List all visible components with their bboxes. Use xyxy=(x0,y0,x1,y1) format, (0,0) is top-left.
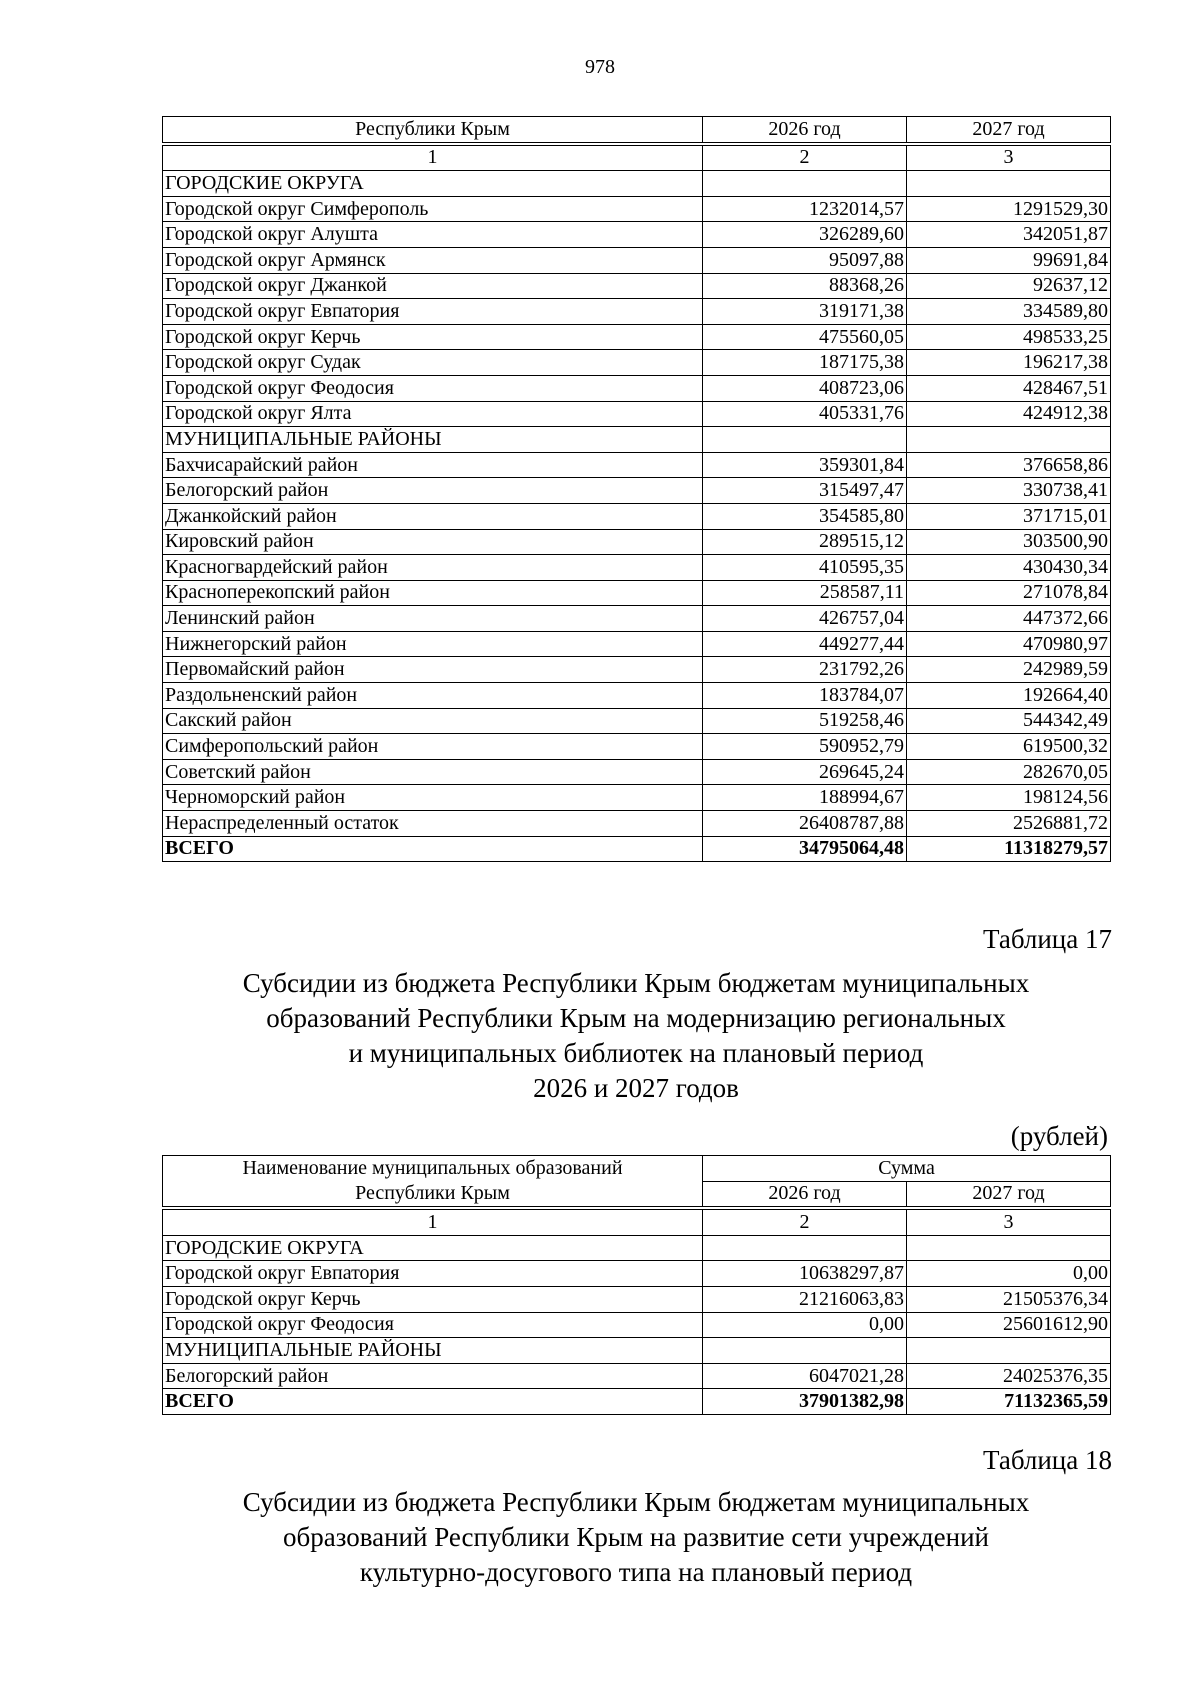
row-name-cell: Джанкойский район xyxy=(163,503,703,529)
value-2027-cell: 271078,84 xyxy=(907,580,1111,606)
table-row xyxy=(163,1261,1111,1287)
value-2027-cell: 498533,25 xyxy=(907,324,1111,350)
table-17-label: Таблица 17 xyxy=(983,924,1112,954)
table-row xyxy=(163,734,1111,760)
table-row xyxy=(163,171,1111,197)
caption-line: образований Республики Крым на развитие сети учреждений xyxy=(283,1522,989,1552)
column-header-name xyxy=(163,1156,703,1207)
row-name-cell: Городской округ Евпатория xyxy=(163,299,703,325)
value-2026-cell: 449277,44 xyxy=(703,631,907,657)
value-2026-cell: 319171,38 xyxy=(703,299,907,325)
caption-line: Субсидии из бюджета Республики Крым бюджетам муниципальных xyxy=(242,1487,1030,1517)
table-row xyxy=(163,555,1111,581)
value-2026-cell: 1232014,57 xyxy=(703,196,907,222)
row-name-cell: Черноморский район xyxy=(163,785,703,811)
row-name-cell: Нижнегорский район xyxy=(163,631,703,657)
column-number: 3 xyxy=(907,1210,1111,1236)
table-row xyxy=(163,299,1111,325)
row-name-cell: Городской округ Джанкой xyxy=(163,273,703,299)
table-row xyxy=(163,657,1111,683)
row-name-cell: Городской округ Керчь xyxy=(163,324,703,350)
row-name-cell: Ленинский район xyxy=(163,606,703,632)
value-2026-cell: 88368,26 xyxy=(703,273,907,299)
row-name-cell: МУНИЦИПАЛЬНЫЕ РАЙОНЫ xyxy=(163,427,703,453)
value-2026-cell: 354585,80 xyxy=(703,503,907,529)
row-name-cell: Городской округ Евпатория xyxy=(163,1261,703,1287)
value-2026-cell: 95097,88 xyxy=(703,247,907,273)
table-row xyxy=(163,1312,1111,1338)
table-row xyxy=(163,247,1111,273)
value-2027-cell: 11318279,57 xyxy=(907,836,1111,862)
value-2026-cell: 405331,76 xyxy=(703,401,907,427)
table-row xyxy=(163,273,1111,299)
table-row xyxy=(163,708,1111,734)
value-2026-cell xyxy=(703,1235,907,1261)
table-row xyxy=(163,427,1111,453)
value-2026-cell: 231792,26 xyxy=(703,657,907,683)
row-name-cell: Городской округ Армянск xyxy=(163,247,703,273)
value-2026-cell: 258587,11 xyxy=(703,580,907,606)
value-2026-cell: 475560,05 xyxy=(703,324,907,350)
row-name-cell: Городской округ Ялта xyxy=(163,401,703,427)
value-2026-cell: 0,00 xyxy=(703,1312,907,1338)
row-name-cell: Красногвардейский район xyxy=(163,555,703,581)
column-header-2027: 2027 год xyxy=(907,1181,1111,1207)
table-row xyxy=(163,1338,1111,1364)
total-row xyxy=(163,836,1111,862)
row-name-cell: Городской округ Керчь xyxy=(163,1286,703,1312)
value-2027-cell: 71132365,59 xyxy=(907,1389,1111,1415)
value-2026-cell: 289515,12 xyxy=(703,529,907,555)
table-17 xyxy=(162,1155,1111,1415)
value-2026-cell xyxy=(703,1338,907,1364)
page-number: 978 xyxy=(585,56,615,78)
column-number-row xyxy=(163,145,1111,171)
caption-line: и муниципальных библиотек на плановый период xyxy=(348,1038,924,1068)
column-number: 1 xyxy=(163,1210,703,1236)
value-2027-cell: 371715,01 xyxy=(907,503,1111,529)
row-name-cell: Советский район xyxy=(163,759,703,785)
row-name-cell: ВСЕГО xyxy=(163,836,703,862)
value-2027-cell xyxy=(907,1338,1111,1364)
value-2026-cell: 37901382,98 xyxy=(703,1389,907,1415)
row-name-cell: Городской округ Алушта xyxy=(163,222,703,248)
value-2027-cell: 0,00 xyxy=(907,1261,1111,1287)
value-2027-cell: 470980,97 xyxy=(907,631,1111,657)
value-2027-cell xyxy=(907,171,1111,197)
row-name-cell: Бахчисарайский район xyxy=(163,452,703,478)
table-row xyxy=(163,683,1111,709)
value-2026-cell: 590952,79 xyxy=(703,734,907,760)
value-2026-cell xyxy=(703,427,907,453)
row-name-cell: Белогорский район xyxy=(163,478,703,504)
row-name-cell: Городской округ Феодосия xyxy=(163,375,703,401)
row-name-cell: Первомайский район xyxy=(163,657,703,683)
value-2027-cell: 544342,49 xyxy=(907,708,1111,734)
value-2027-cell: 24025376,35 xyxy=(907,1363,1111,1389)
row-name-cell: Красноперекопский район xyxy=(163,580,703,606)
value-2027-cell: 192664,40 xyxy=(907,683,1111,709)
table-row xyxy=(163,785,1111,811)
column-header-2026: 2026 год xyxy=(703,117,907,143)
table-row xyxy=(163,759,1111,785)
column-header-2027: 2027 год xyxy=(907,117,1111,143)
row-name-cell: Городской округ Феодосия xyxy=(163,1312,703,1338)
value-2027-cell: 242989,59 xyxy=(907,657,1111,683)
value-2027-cell: 282670,05 xyxy=(907,759,1111,785)
row-name-cell: МУНИЦИПАЛЬНЫЕ РАЙОНЫ xyxy=(163,1338,703,1364)
value-2026-cell: 359301,84 xyxy=(703,452,907,478)
row-name-cell: Нераспределенный остаток xyxy=(163,811,703,837)
table-18-label: Таблица 18 xyxy=(983,1445,1112,1475)
column-header-name: Республики Крым xyxy=(163,117,703,143)
value-2027-cell: 430430,34 xyxy=(907,555,1111,581)
table-row xyxy=(163,401,1111,427)
row-name-cell: Белогорский район xyxy=(163,1363,703,1389)
value-2026-cell: 34795064,48 xyxy=(703,836,907,862)
table-row xyxy=(163,1363,1111,1389)
value-2027-cell: 619500,32 xyxy=(907,734,1111,760)
value-2026-cell: 315497,47 xyxy=(703,478,907,504)
table-row xyxy=(163,580,1111,606)
value-2027-cell: 330738,41 xyxy=(907,478,1111,504)
caption-line: Субсидии из бюджета Республики Крым бюджетам муниципальных xyxy=(242,968,1030,998)
value-2027-cell: 92637,12 xyxy=(907,273,1111,299)
table-row xyxy=(163,478,1111,504)
value-2026-cell: 326289,60 xyxy=(703,222,907,248)
value-2027-cell: 447372,66 xyxy=(907,606,1111,632)
table-continued xyxy=(162,116,1111,862)
value-2027-cell: 376658,86 xyxy=(907,452,1111,478)
value-2027-cell: 428467,51 xyxy=(907,375,1111,401)
value-2026-cell: 183784,07 xyxy=(703,683,907,709)
column-header-sum: Сумма xyxy=(703,1156,1111,1182)
table-row xyxy=(163,196,1111,222)
row-name-cell: ВСЕГО xyxy=(163,1389,703,1415)
value-2027-cell: 198124,56 xyxy=(907,785,1111,811)
value-2026-cell: 410595,35 xyxy=(703,555,907,581)
value-2026-cell: 269645,24 xyxy=(703,759,907,785)
column-number: 2 xyxy=(703,1210,907,1236)
value-2027-cell: 1291529,30 xyxy=(907,196,1111,222)
table-row xyxy=(163,375,1111,401)
row-name-cell: ГОРОДСКИЕ ОКРУГА xyxy=(163,1235,703,1261)
table-18-caption xyxy=(162,1485,1110,1590)
table-row xyxy=(163,324,1111,350)
column-number: 2 xyxy=(703,145,907,171)
row-name-cell: Кировский район xyxy=(163,529,703,555)
value-2027-cell: 25601612,90 xyxy=(907,1312,1111,1338)
table-body xyxy=(163,1156,1111,1415)
row-name-cell: Симферопольский район xyxy=(163,734,703,760)
value-2027-cell: 334589,80 xyxy=(907,299,1111,325)
value-2026-cell: 6047021,28 xyxy=(703,1363,907,1389)
value-2027-cell: 196217,38 xyxy=(907,350,1111,376)
row-name-cell: Раздольненский район xyxy=(163,683,703,709)
value-2026-cell: 187175,38 xyxy=(703,350,907,376)
value-2027-cell: 342051,87 xyxy=(907,222,1111,248)
table-body xyxy=(163,117,1111,862)
total-row xyxy=(163,1389,1111,1415)
value-2027-cell: 99691,84 xyxy=(907,247,1111,273)
caption-line: культурно-досугового типа на плановый период xyxy=(359,1557,913,1587)
value-2026-cell: 519258,46 xyxy=(703,708,907,734)
table-header-row xyxy=(163,1156,1111,1182)
table-row xyxy=(163,503,1111,529)
value-2027-cell xyxy=(907,1235,1111,1261)
row-name-cell: Городской округ Судак xyxy=(163,350,703,376)
units-label: (рублей) xyxy=(1010,1121,1108,1151)
value-2027-cell: 303500,90 xyxy=(907,529,1111,555)
value-2027-cell: 424912,38 xyxy=(907,401,1111,427)
value-2026-cell: 21216063,83 xyxy=(703,1286,907,1312)
table-header-row xyxy=(163,117,1111,143)
value-2026-cell: 188994,67 xyxy=(703,785,907,811)
table-row xyxy=(163,1235,1111,1261)
table-row xyxy=(163,606,1111,632)
value-2027-cell: 21505376,34 xyxy=(907,1286,1111,1312)
table-row xyxy=(163,452,1111,478)
value-2026-cell xyxy=(703,171,907,197)
value-2027-cell xyxy=(907,427,1111,453)
caption-line: 2026 и 2027 годов xyxy=(533,1073,739,1103)
row-name-cell: Городской округ Симферополь xyxy=(163,196,703,222)
value-2026-cell: 26408787,88 xyxy=(703,811,907,837)
column-number-row xyxy=(163,1210,1111,1236)
row-name-cell: Сакский район xyxy=(163,708,703,734)
table-row xyxy=(163,1286,1111,1312)
table-row xyxy=(163,222,1111,248)
value-2026-cell: 10638297,87 xyxy=(703,1261,907,1287)
table-row xyxy=(163,350,1111,376)
table-row xyxy=(163,631,1111,657)
row-name-cell: ГОРОДСКИЕ ОКРУГА xyxy=(163,171,703,197)
column-number: 3 xyxy=(907,145,1111,171)
column-number: 1 xyxy=(163,145,703,171)
value-2027-cell: 2526881,72 xyxy=(907,811,1111,837)
column-header-2026: 2026 год xyxy=(703,1181,907,1207)
header-name-line: Наименование муниципальных образований xyxy=(242,1157,623,1179)
value-2026-cell: 408723,06 xyxy=(703,375,907,401)
table-row xyxy=(163,529,1111,555)
caption-line: образований Республики Крым на модернизацию региональных xyxy=(266,1003,1006,1033)
value-2026-cell: 426757,04 xyxy=(703,606,907,632)
header-name-line: Республики Крым xyxy=(355,1182,510,1204)
table-17-caption xyxy=(162,966,1110,1106)
table-row xyxy=(163,811,1111,837)
